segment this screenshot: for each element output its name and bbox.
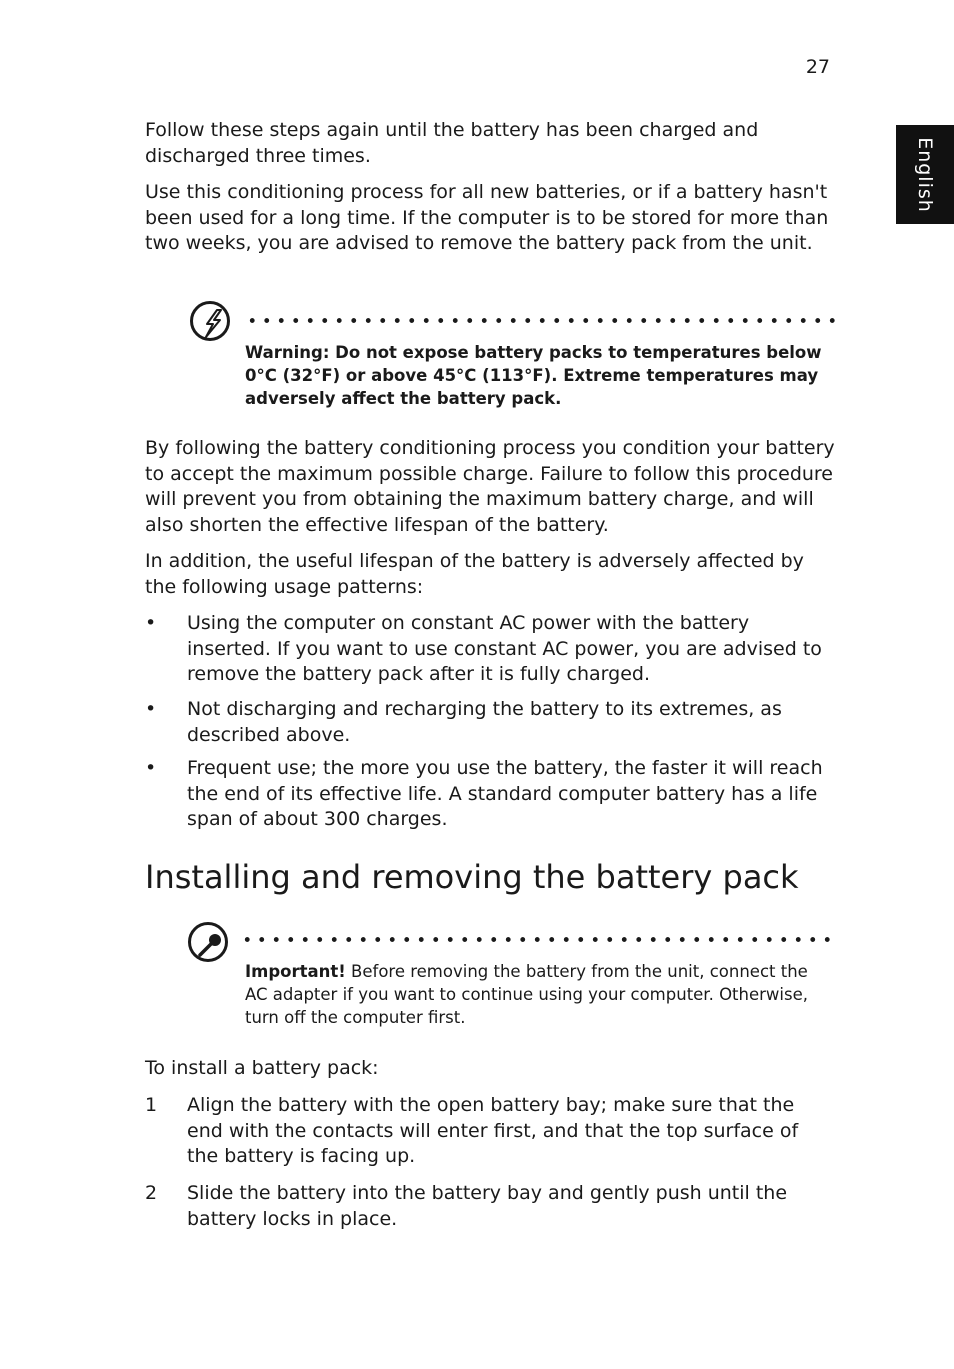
step-text: Align the battery with the open battery bay; make sure that the end with the contacts will enter first, and that the top surface of the battery is facing up. [187,1094,799,1167]
bullet-mark: • [145,757,157,779]
warning-lightning-icon [190,301,230,341]
warning-divider [245,318,835,323]
bullet-mark: • [145,698,157,720]
bullet-item: Using the computer on constant AC power with the battery inserted. If you want to use constant AC power, you are advised to remove the battery pack after it is fully charged. [187,612,822,685]
language-tab-label: English [914,136,936,213]
paragraph-install-intro: To install a battery pack: [145,1057,379,1079]
paragraph-conditioning-benefit: By following the battery conditioning process you condition your battery to accept the maximum possible charge. Failure to follow this procedure will prevent you from obtaining the maximum battery charge, and will also shorten the effective lifespan of the battery. [145,437,835,536]
important-body: Before removing the battery from the unit, connect the AC adapter if you want to continue using your computer. Otherwise, turn off the computer first. [245,962,808,1027]
paragraph-lifespan-intro: In addition, the useful lifespan of the battery is adversely affected by the following usage patterns: [145,550,804,598]
important-label: Important! [245,962,346,981]
important-divider [240,937,830,942]
important-key-icon [188,922,228,962]
page-number: 27 [805,56,830,78]
language-side-tab [896,125,954,224]
paragraph-conditioning-usage: Use this conditioning process for all new batteries, or if a battery hasn't been used for a long time. If the computer is to be stored for more than two weeks, you are advised to remove the battery pack from the unit. [145,181,829,254]
step-number: 2 [145,1182,158,1204]
warning-note-text: Warning: Do not expose battery packs to temperatures below 0°C (32°F) or above 45°C (113°F). Extreme temperatures may adversely affect the battery pack. [245,343,822,408]
bullet-item: Frequent use; the more you use the battery, the faster it will reach the end of its effective life. A standard computer battery has a life span of about 300 charges. [187,757,823,830]
step-text: Slide the battery into the battery bay and gently push until the battery locks in place. [187,1182,788,1230]
bullet-mark: • [145,612,157,634]
bullet-item: Not discharging and recharging the battery to its extremes, as described above. [187,698,782,746]
important-note-text [245,960,835,1029]
paragraph-repeat-steps: Follow these steps again until the battery has been charged and discharged three times. [145,119,759,167]
step-number: 1 [145,1094,158,1116]
section-heading: Installing and removing the battery pack [145,858,799,896]
